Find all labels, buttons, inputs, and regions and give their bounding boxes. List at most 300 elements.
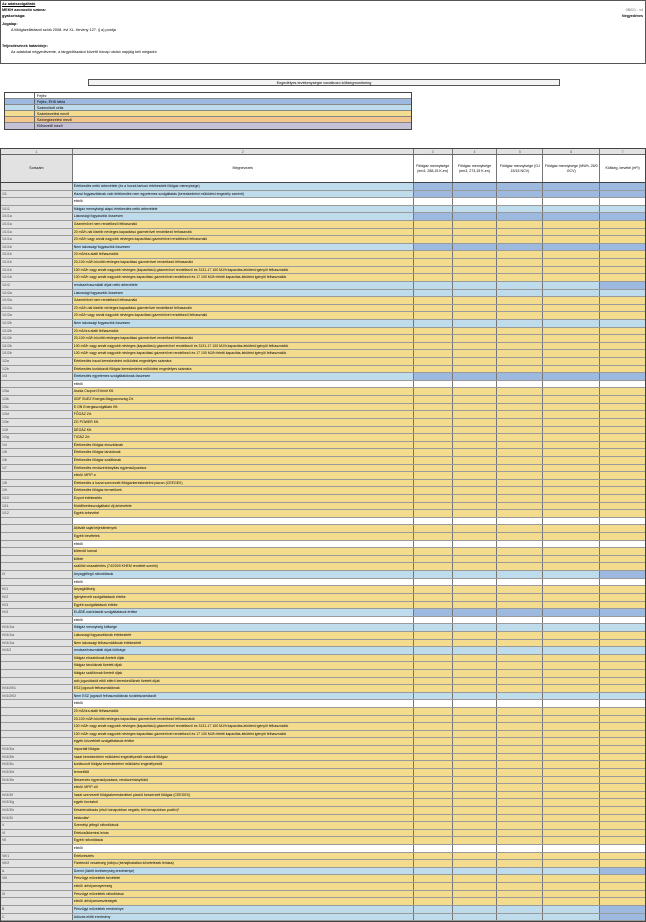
value-cell[interactable]	[414, 632, 453, 639]
value-cell[interactable]	[414, 328, 453, 335]
value-cell[interactable]	[453, 427, 498, 434]
value-cell[interactable]	[543, 366, 600, 373]
value-cell[interactable]	[600, 723, 645, 730]
value-cell[interactable]	[453, 236, 498, 243]
value-cell[interactable]	[453, 738, 498, 745]
value-cell[interactable]	[600, 350, 645, 357]
value-cell[interactable]	[414, 472, 453, 479]
value-cell[interactable]	[497, 495, 543, 502]
value-cell[interactable]	[497, 328, 543, 335]
value-cell[interactable]	[543, 662, 600, 669]
value-cell[interactable]	[414, 358, 453, 365]
value-cell[interactable]	[600, 685, 645, 692]
value-cell[interactable]	[453, 305, 498, 312]
value-cell[interactable]	[543, 259, 600, 266]
value-cell[interactable]	[453, 548, 498, 555]
value-cell[interactable]	[600, 427, 645, 434]
value-cell[interactable]	[543, 830, 600, 837]
value-cell[interactable]	[414, 221, 453, 228]
value-cell[interactable]	[543, 738, 600, 745]
value-cell[interactable]	[414, 853, 453, 860]
value-cell[interactable]	[543, 305, 600, 312]
value-cell[interactable]	[497, 335, 543, 342]
value-cell[interactable]	[414, 312, 453, 319]
value-cell[interactable]	[497, 442, 543, 449]
value-cell[interactable]	[414, 556, 453, 563]
value-cell[interactable]	[414, 396, 453, 403]
value-cell[interactable]	[453, 708, 498, 715]
value-cell[interactable]	[414, 411, 453, 418]
value-cell[interactable]	[543, 586, 600, 593]
value-cell[interactable]	[600, 236, 645, 243]
value-cell[interactable]	[453, 495, 498, 502]
value-cell[interactable]	[453, 678, 498, 685]
value-cell[interactable]	[600, 305, 645, 312]
value-cell[interactable]	[453, 602, 498, 609]
value-cell[interactable]	[497, 525, 543, 532]
value-cell[interactable]	[600, 769, 645, 776]
value-cell[interactable]	[543, 350, 600, 357]
value-cell[interactable]	[543, 358, 600, 365]
value-cell[interactable]	[453, 891, 498, 898]
value-cell[interactable]	[600, 328, 645, 335]
value-cell[interactable]	[453, 221, 498, 228]
value-cell[interactable]	[497, 396, 543, 403]
value-cell[interactable]	[453, 586, 498, 593]
value-cell[interactable]	[497, 891, 543, 898]
value-cell[interactable]	[497, 221, 543, 228]
value-cell[interactable]	[600, 815, 645, 822]
value-cell[interactable]	[600, 533, 645, 540]
value-cell[interactable]	[543, 769, 600, 776]
value-cell[interactable]	[453, 503, 498, 510]
value-cell[interactable]	[543, 404, 600, 411]
value-cell[interactable]	[600, 761, 645, 768]
value-cell[interactable]	[543, 784, 600, 791]
value-cell[interactable]	[497, 655, 543, 662]
value-cell[interactable]	[543, 731, 600, 738]
value-cell[interactable]	[453, 632, 498, 639]
value-cell[interactable]	[414, 229, 453, 236]
value-cell[interactable]	[414, 510, 453, 517]
value-cell[interactable]	[600, 396, 645, 403]
value-cell[interactable]	[600, 655, 645, 662]
value-cell[interactable]	[497, 388, 543, 395]
value-cell[interactable]	[497, 404, 543, 411]
value-cell[interactable]	[414, 442, 453, 449]
value-cell[interactable]	[543, 449, 600, 456]
value-cell[interactable]	[543, 754, 600, 761]
value-cell[interactable]	[497, 731, 543, 738]
value-cell[interactable]	[497, 236, 543, 243]
value-cell[interactable]	[414, 708, 453, 715]
value-cell[interactable]	[414, 860, 453, 867]
value-cell[interactable]	[600, 525, 645, 532]
value-cell[interactable]	[453, 396, 498, 403]
value-cell[interactable]	[600, 860, 645, 867]
value-cell[interactable]	[453, 830, 498, 837]
value-cell[interactable]	[414, 594, 453, 601]
value-cell[interactable]	[600, 480, 645, 487]
value-cell[interactable]	[414, 419, 453, 426]
value-cell[interactable]	[497, 875, 543, 882]
value-cell[interactable]	[600, 784, 645, 791]
value-cell[interactable]	[600, 594, 645, 601]
value-cell[interactable]	[600, 335, 645, 342]
value-cell[interactable]	[453, 670, 498, 677]
value-cell[interactable]	[414, 335, 453, 342]
value-cell[interactable]	[453, 769, 498, 776]
value-cell[interactable]	[543, 297, 600, 304]
value-cell[interactable]	[600, 837, 645, 844]
value-cell[interactable]	[453, 807, 498, 814]
value-cell[interactable]	[453, 822, 498, 829]
value-cell[interactable]	[543, 457, 600, 464]
value-cell[interactable]	[414, 503, 453, 510]
value-cell[interactable]	[497, 487, 543, 494]
value-cell[interactable]	[414, 388, 453, 395]
value-cell[interactable]	[453, 251, 498, 258]
value-cell[interactable]	[497, 792, 543, 799]
value-cell[interactable]	[453, 350, 498, 357]
value-cell[interactable]	[453, 754, 498, 761]
value-cell[interactable]	[414, 830, 453, 837]
value-cell[interactable]	[543, 442, 600, 449]
value-cell[interactable]	[543, 655, 600, 662]
value-cell[interactable]	[414, 731, 453, 738]
value-cell[interactable]	[453, 335, 498, 342]
value-cell[interactable]	[600, 662, 645, 669]
value-cell[interactable]	[414, 746, 453, 753]
value-cell[interactable]	[414, 678, 453, 685]
value-cell[interactable]	[497, 716, 543, 723]
value-cell[interactable]	[497, 586, 543, 593]
value-cell[interactable]	[453, 731, 498, 738]
value-cell[interactable]	[414, 662, 453, 669]
value-cell[interactable]	[453, 259, 498, 266]
value-cell[interactable]	[543, 396, 600, 403]
value-cell[interactable]	[414, 480, 453, 487]
value-cell[interactable]	[600, 822, 645, 829]
value-cell[interactable]	[497, 312, 543, 319]
value-cell[interactable]	[543, 563, 600, 570]
value-cell[interactable]	[453, 799, 498, 806]
value-cell[interactable]	[414, 465, 453, 472]
value-cell[interactable]	[414, 815, 453, 822]
value-cell[interactable]	[543, 434, 600, 441]
value-cell[interactable]	[543, 594, 600, 601]
value-cell[interactable]	[414, 777, 453, 784]
value-cell[interactable]	[543, 221, 600, 228]
value-cell[interactable]	[453, 837, 498, 844]
value-cell[interactable]	[414, 449, 453, 456]
value-cell[interactable]	[414, 267, 453, 274]
value-cell[interactable]	[414, 670, 453, 677]
value-cell[interactable]	[543, 670, 600, 677]
value-cell[interactable]	[543, 472, 600, 479]
value-cell[interactable]	[497, 548, 543, 555]
value-cell[interactable]	[543, 815, 600, 822]
value-cell[interactable]	[543, 328, 600, 335]
value-cell[interactable]	[497, 708, 543, 715]
value-cell[interactable]	[543, 883, 600, 890]
value-cell[interactable]	[543, 807, 600, 814]
value-cell[interactable]	[453, 388, 498, 395]
value-cell[interactable]	[414, 799, 453, 806]
value-cell[interactable]	[600, 891, 645, 898]
value-cell[interactable]	[543, 487, 600, 494]
value-cell[interactable]	[543, 343, 600, 350]
value-cell[interactable]	[497, 784, 543, 791]
value-cell[interactable]	[600, 388, 645, 395]
value-cell[interactable]	[497, 754, 543, 761]
value-cell[interactable]	[600, 548, 645, 555]
value-cell[interactable]	[543, 495, 600, 502]
value-cell[interactable]	[497, 602, 543, 609]
value-cell[interactable]	[497, 761, 543, 768]
value-cell[interactable]	[497, 769, 543, 776]
value-cell[interactable]	[497, 480, 543, 487]
value-cell[interactable]	[543, 533, 600, 540]
value-cell[interactable]	[453, 875, 498, 882]
value-cell[interactable]	[600, 267, 645, 274]
value-cell[interactable]	[497, 678, 543, 685]
value-cell[interactable]	[600, 297, 645, 304]
value-cell[interactable]	[543, 503, 600, 510]
value-cell[interactable]	[497, 883, 543, 890]
value-cell[interactable]	[600, 556, 645, 563]
value-cell[interactable]	[497, 799, 543, 806]
value-cell[interactable]	[497, 533, 543, 540]
value-cell[interactable]	[453, 404, 498, 411]
value-cell[interactable]	[453, 267, 498, 274]
value-cell[interactable]	[497, 822, 543, 829]
value-cell[interactable]	[453, 366, 498, 373]
value-cell[interactable]	[600, 465, 645, 472]
value-cell[interactable]	[453, 487, 498, 494]
value-cell[interactable]	[543, 640, 600, 647]
value-cell[interactable]	[453, 328, 498, 335]
value-cell[interactable]	[497, 640, 543, 647]
value-cell[interactable]	[600, 792, 645, 799]
value-cell[interactable]	[414, 822, 453, 829]
value-cell[interactable]	[414, 305, 453, 312]
value-cell[interactable]	[414, 274, 453, 281]
value-cell[interactable]	[543, 632, 600, 639]
value-cell[interactable]	[600, 411, 645, 418]
value-cell[interactable]	[543, 761, 600, 768]
value-cell[interactable]	[600, 777, 645, 784]
value-cell[interactable]	[543, 723, 600, 730]
value-cell[interactable]	[600, 708, 645, 715]
value-cell[interactable]	[600, 457, 645, 464]
value-cell[interactable]	[453, 723, 498, 730]
value-cell[interactable]	[497, 594, 543, 601]
value-cell[interactable]	[600, 875, 645, 882]
value-cell[interactable]	[600, 503, 645, 510]
value-cell[interactable]	[497, 837, 543, 844]
value-cell[interactable]	[414, 891, 453, 898]
value-cell[interactable]	[414, 769, 453, 776]
value-cell[interactable]	[497, 860, 543, 867]
value-cell[interactable]	[600, 404, 645, 411]
value-cell[interactable]	[497, 898, 543, 905]
value-cell[interactable]	[414, 366, 453, 373]
value-cell[interactable]	[497, 366, 543, 373]
value-cell[interactable]	[453, 792, 498, 799]
value-cell[interactable]	[453, 442, 498, 449]
value-cell[interactable]	[453, 556, 498, 563]
value-cell[interactable]	[600, 495, 645, 502]
value-cell[interactable]	[414, 716, 453, 723]
value-cell[interactable]	[497, 746, 543, 753]
value-cell[interactable]	[453, 434, 498, 441]
value-cell[interactable]	[497, 358, 543, 365]
value-cell[interactable]	[600, 312, 645, 319]
value-cell[interactable]	[453, 815, 498, 822]
value-cell[interactable]	[600, 229, 645, 236]
value-cell[interactable]	[543, 388, 600, 395]
value-cell[interactable]	[497, 411, 543, 418]
value-cell[interactable]	[453, 594, 498, 601]
value-cell[interactable]	[497, 229, 543, 236]
value-cell[interactable]	[453, 761, 498, 768]
value-cell[interactable]	[453, 343, 498, 350]
value-cell[interactable]	[600, 754, 645, 761]
value-cell[interactable]	[414, 259, 453, 266]
value-cell[interactable]	[600, 366, 645, 373]
value-cell[interactable]	[497, 853, 543, 860]
value-cell[interactable]	[414, 404, 453, 411]
value-cell[interactable]	[600, 221, 645, 228]
value-cell[interactable]	[497, 427, 543, 434]
value-cell[interactable]	[497, 777, 543, 784]
value-cell[interactable]	[600, 602, 645, 609]
value-cell[interactable]	[543, 891, 600, 898]
value-cell[interactable]	[497, 465, 543, 472]
value-cell[interactable]	[600, 799, 645, 806]
value-cell[interactable]	[497, 685, 543, 692]
value-cell[interactable]	[497, 350, 543, 357]
value-cell[interactable]	[543, 853, 600, 860]
value-cell[interactable]	[600, 883, 645, 890]
value-cell[interactable]	[414, 761, 453, 768]
value-cell[interactable]	[543, 685, 600, 692]
value-cell[interactable]	[543, 548, 600, 555]
value-cell[interactable]	[497, 510, 543, 517]
value-cell[interactable]	[497, 556, 543, 563]
value-cell[interactable]	[543, 860, 600, 867]
value-cell[interactable]	[543, 465, 600, 472]
value-cell[interactable]	[497, 434, 543, 441]
value-cell[interactable]	[453, 746, 498, 753]
value-cell[interactable]	[600, 898, 645, 905]
value-cell[interactable]	[453, 860, 498, 867]
value-cell[interactable]	[414, 427, 453, 434]
value-cell[interactable]	[600, 419, 645, 426]
value-cell[interactable]	[453, 853, 498, 860]
value-cell[interactable]	[453, 465, 498, 472]
value-cell[interactable]	[543, 274, 600, 281]
value-cell[interactable]	[414, 525, 453, 532]
value-cell[interactable]	[414, 533, 453, 540]
value-cell[interactable]	[453, 449, 498, 456]
value-cell[interactable]	[543, 837, 600, 844]
value-cell[interactable]	[453, 358, 498, 365]
value-cell[interactable]	[497, 723, 543, 730]
value-cell[interactable]	[414, 754, 453, 761]
value-cell[interactable]	[453, 563, 498, 570]
value-cell[interactable]	[543, 556, 600, 563]
value-cell[interactable]	[453, 685, 498, 692]
value-cell[interactable]	[453, 655, 498, 662]
value-cell[interactable]	[497, 274, 543, 281]
value-cell[interactable]	[453, 883, 498, 890]
value-cell[interactable]	[453, 777, 498, 784]
value-cell[interactable]	[453, 457, 498, 464]
value-cell[interactable]	[414, 875, 453, 882]
value-cell[interactable]	[543, 792, 600, 799]
value-cell[interactable]	[453, 411, 498, 418]
value-cell[interactable]	[497, 632, 543, 639]
value-cell[interactable]	[600, 510, 645, 517]
value-cell[interactable]	[600, 632, 645, 639]
value-cell[interactable]	[543, 875, 600, 882]
value-cell[interactable]	[543, 411, 600, 418]
value-cell[interactable]	[497, 449, 543, 456]
value-cell[interactable]	[414, 586, 453, 593]
value-cell[interactable]	[543, 777, 600, 784]
value-cell[interactable]	[600, 472, 645, 479]
value-cell[interactable]	[453, 312, 498, 319]
value-cell[interactable]	[497, 259, 543, 266]
value-cell[interactable]	[414, 236, 453, 243]
value-cell[interactable]	[600, 358, 645, 365]
value-cell[interactable]	[414, 487, 453, 494]
value-cell[interactable]	[600, 442, 645, 449]
value-cell[interactable]	[453, 472, 498, 479]
value-cell[interactable]	[497, 343, 543, 350]
value-cell[interactable]	[543, 525, 600, 532]
value-cell[interactable]	[497, 830, 543, 837]
value-cell[interactable]	[600, 678, 645, 685]
value-cell[interactable]	[453, 510, 498, 517]
value-cell[interactable]	[453, 716, 498, 723]
value-cell[interactable]	[600, 563, 645, 570]
value-cell[interactable]	[543, 898, 600, 905]
value-cell[interactable]	[453, 640, 498, 647]
value-cell[interactable]	[414, 883, 453, 890]
value-cell[interactable]	[543, 678, 600, 685]
value-cell[interactable]	[414, 807, 453, 814]
value-cell[interactable]	[497, 563, 543, 570]
value-cell[interactable]	[414, 602, 453, 609]
value-cell[interactable]	[414, 792, 453, 799]
value-cell[interactable]	[543, 229, 600, 236]
value-cell[interactable]	[414, 343, 453, 350]
value-cell[interactable]	[497, 305, 543, 312]
value-cell[interactable]	[414, 738, 453, 745]
value-cell[interactable]	[497, 807, 543, 814]
value-cell[interactable]	[543, 602, 600, 609]
value-cell[interactable]	[414, 723, 453, 730]
value-cell[interactable]	[497, 251, 543, 258]
value-cell[interactable]	[543, 708, 600, 715]
value-cell[interactable]	[414, 655, 453, 662]
value-cell[interactable]	[600, 731, 645, 738]
value-cell[interactable]	[543, 312, 600, 319]
value-cell[interactable]	[600, 274, 645, 281]
